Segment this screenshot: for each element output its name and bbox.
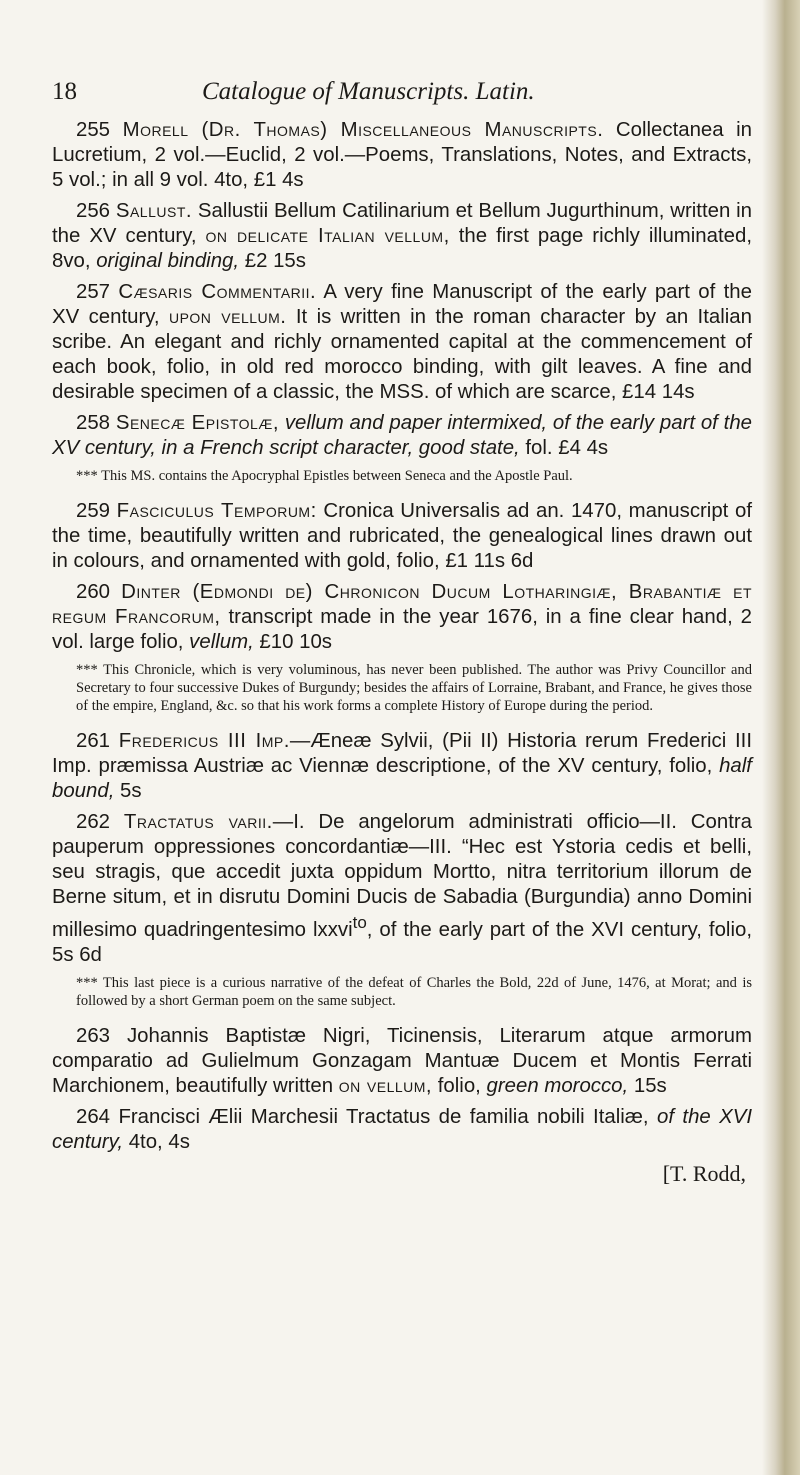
catchword: [T. Rodd, (662, 1160, 746, 1186)
entry-261: 261 Fredericus III Imp.—Æneæ Sylvii, (Pii II) Historia rerum Frederici III Imp. præmissa Austriæ ac Viennæ descriptione, of the XV century, folio, half bound, 5s (52, 730, 752, 802)
entry-257: 257 Cæsaris Commentarii. A very fine Manuscript of the early part of the XV century, upon vellum. It is written in the roman character by an Italian scribe. An elegant and richly ornamented capital at the commencement of each book, folio, in old red morocco binding, with gilt leaves. A fine and desirable specimen of a classic, the MSS. of which are scarce, £14 14s (52, 281, 752, 403)
entry-heading: Sallust. (115, 200, 193, 222)
entry-heading: Fredericus III Imp. (118, 730, 290, 752)
entry-256: 256 Sallust. Sallustii Bellum Catilinarium et Bellum Jugurthinum, written in the XV century, on delicate Italian vellum, the first page richly illuminated, 8vo, original binding, £2 15s (52, 200, 752, 272)
footnote: *** This Chronicle, which is very voluminous, has never been published. The author was Privy Councillor and Secretary to four successive Dukes of Burgundy; besides the affairs of Lorraine, Brabant, and France, he gives those of the empire, England, &c. so that his work forms a complete History of Europe during the period. (76, 662, 752, 714)
entry-heading: Senecæ Epistolæ, (115, 412, 279, 434)
entry-262: 262 Tractatus varii.—I. De angelorum administrati officio—II. Contra pauperum oppressiones concordantiæ—III. “Hec est Ystoria cedis et belli, seu stragis, que accedit juxta oppidum Mortto, nitra territorium illorum de Berne situm, et in disrutu Domini Ducis de Sabadia (Burgundia) anno Domini millesimo quadringentesimo lxxvi$^{to}$, of the early part of the XVI century, folio, 5s 6d (52, 811, 753, 966)
entry-258: 258 Senecæ Epistolæ, vellum and paper intermixed, of the early part of the XV century, in a French script character, good state, fol. £4 4s (52, 412, 753, 459)
entry-255: 255 Morell (Dr. Thomas) Miscellaneous Manuscripts. Collectanea in Lucretium, 2 vol.—Euclid, 2 vol.—Poems, Translations, Notes, and Extracts, 5 vol.; in all 9 vol. 4to, £1 4s (52, 119, 752, 191)
price: 4to, 4s (128, 1130, 190, 1153)
price: £10 10s (259, 631, 332, 653)
entry-heading: Fasciculus Temporum: (116, 500, 317, 522)
page-number: 18 (52, 78, 77, 105)
entry-heading: Morell (Dr. Thomas) Miscellaneous Manuscripts. (122, 119, 604, 141)
entry-260: 260 Dinter (Edmondi de) Chronicon Ducum Lotharingiæ, Brabantiæ et regum Francorum, transcript made in the year 1676, in a fine clear hand, 2 vol. large folio, vellum, £10 10s (52, 581, 752, 653)
entry-heading: Cæsaris Commentarii. (118, 281, 317, 303)
price: 15s (633, 1074, 667, 1097)
entry-263: 263 Johannis Baptistæ Nigri, Ticinensis, Literarum atque armorum comparatio ad Gulielmum Gonzagam Mantuæ Ducem et Montis Ferrati Marchionem, beautifully written on vellum, folio, green morocco, 15s (52, 1024, 753, 1097)
entry-text: Collectanea in Lucretium, 2 vol.—Euclid, 2 vol.—Poems, Translations, Notes, and Extracts, 5 vol.; in all 9 vol. 4to, £1 4s (52, 119, 752, 191)
price: £2 15s (244, 250, 306, 272)
page-edge-shadow (762, 0, 800, 1475)
footnote: *** This MS. contains the Apocryphal Epistles between Seneca and the Apostle Paul. (76, 468, 573, 484)
entry-264: 264 Francisci Ælii Marchesii Tractatus de familia nobili Italiæ, of the XVI century, 4to, 4s (52, 1105, 753, 1153)
page-header (52, 78, 752, 118)
price: 5s (120, 780, 142, 802)
catalogue-page (52, 78, 752, 1191)
entry-heading: Dinter (Edmondi de) Chronicon Ducum Lotharingiæ, Brabantiæ et regum Francorum, (52, 581, 752, 628)
footnote: *** This last piece is a curious narrative of the defeat of Charles the Bold, 22d of June, 1476, at Morat; and is followed by a short German poem on the same subject. (76, 974, 752, 1009)
running-title: Catalogue of Manuscripts. Latin. (202, 78, 535, 105)
entry-heading: Tractatus varii. (123, 811, 273, 833)
footer (52, 1161, 752, 1191)
entry-259: 259 Fasciculus Temporum: Cronica Universalis ad an. 1470, manuscript of the time, beautifully written and rubricated, the genealogical lines drawn out in colours, and ornamented with gold, folio, £1 11s 6d (52, 500, 752, 572)
